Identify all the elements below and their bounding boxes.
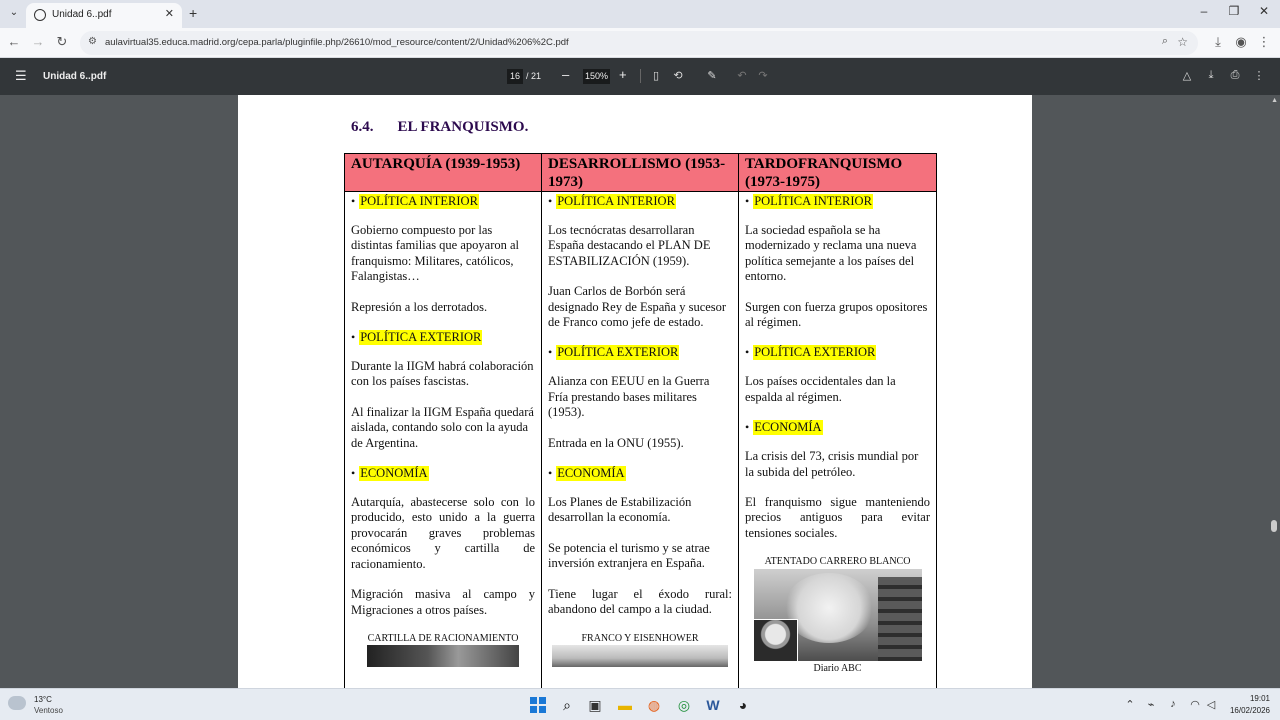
section-label bbox=[351, 330, 535, 345]
back-icon[interactable]: ← bbox=[7, 34, 21, 49]
paragraph: La sociedad española se ha modernizado y reclama una nueva política semejante a los países del entorno. bbox=[745, 223, 917, 284]
zoom-input[interactable]: 150% bbox=[583, 69, 610, 84]
search-icon[interactable]: ⌕ bbox=[563, 697, 571, 713]
weather-desc[interactable]: Ventoso bbox=[34, 706, 63, 715]
wifi-icon[interactable]: ◠ bbox=[1190, 699, 1200, 711]
pdf-download-icon[interactable]: ⤓ bbox=[1208, 69, 1214, 81]
page-total: / 21 bbox=[526, 71, 542, 81]
paragraph: Represión a los derrotados. bbox=[351, 299, 488, 314]
forward-icon[interactable]: → bbox=[31, 34, 45, 49]
window-close-icon[interactable]: ✕ bbox=[1258, 4, 1270, 18]
tab-close-icon[interactable]: ✕ bbox=[164, 8, 174, 20]
col-tardofranquismo bbox=[739, 192, 937, 689]
section-label bbox=[548, 466, 732, 481]
col-desarrollismo bbox=[542, 192, 739, 689]
bookmark-star-icon[interactable]: ☆ bbox=[1177, 35, 1188, 49]
taskbar bbox=[0, 688, 1280, 720]
paragraph: Entrada en la ONU (1955). bbox=[548, 435, 684, 450]
paragraph: Gobierno compuesto por las distintas familias que apoyaron al franquismo: Militares, católicos, Falangistas… bbox=[351, 223, 520, 284]
maximize-icon[interactable]: ❐ bbox=[1228, 4, 1240, 18]
tray-chevron-icon[interactable]: ⌃ bbox=[1125, 699, 1135, 711]
scroll-up-icon[interactable]: ▲ bbox=[1271, 97, 1278, 104]
paragraph: Durante la IIGM habrá colaboración con los países fascistas. bbox=[351, 359, 534, 389]
pdf-more-icon[interactable]: ⋮ bbox=[1253, 70, 1265, 82]
browser-menu-icon[interactable]: ⋮ bbox=[1257, 34, 1271, 49]
profile-icon[interactable]: ◉ bbox=[1235, 34, 1247, 49]
reload-icon[interactable]: ↻ bbox=[56, 34, 68, 49]
microphone-icon[interactable]: ♪ bbox=[1170, 698, 1176, 710]
image-credit: Diario ABC bbox=[813, 663, 862, 675]
paragraph: La crisis del 73, crisis mundial por la subida del petróleo. bbox=[745, 449, 919, 479]
bullet-icon: • bbox=[745, 194, 750, 208]
paragraph: Autarquía, abastecerse solo con lo producido, esto unido a la guerra provocarán graves problemas económicos y cartilla de racionamiento. bbox=[351, 495, 535, 571]
vertical-scrollbar[interactable] bbox=[1268, 95, 1280, 688]
app-icon[interactable]: ◕ bbox=[738, 697, 748, 713]
undo-icon[interactable]: ↶ bbox=[737, 70, 747, 82]
annotate-icon[interactable]: ✎ bbox=[707, 70, 717, 82]
bullet-icon: • bbox=[351, 466, 356, 481]
section-heading bbox=[351, 119, 528, 136]
paragraph: Los países occidentales dan la espalda al régimen. bbox=[745, 374, 896, 404]
col-header-desarrollismo: DESARROLLISMO (1953-1973) bbox=[542, 154, 739, 192]
page-number-input[interactable]: 16 bbox=[507, 69, 523, 84]
section-label bbox=[351, 466, 535, 481]
bullet-icon: • bbox=[351, 194, 356, 208]
section-label bbox=[745, 420, 930, 435]
tab-search-icon[interactable]: ⌄ bbox=[9, 7, 19, 18]
zoom-icon[interactable]: ⌕ bbox=[1161, 35, 1168, 47]
paragraph: Juan Carlos de Borbón será designado Rey de España y sucesor de Franco como jefe de estado. bbox=[548, 284, 727, 330]
redo-icon[interactable]: ↷ bbox=[758, 70, 768, 82]
paragraph: Migración masiva al campo y Migraciones a otros países. bbox=[351, 587, 535, 617]
paragraph: Al finalizar la IIGM España quedará aislada, contando solo con la ayuda de Argentina. bbox=[351, 404, 534, 450]
carrero-blanco-photo bbox=[754, 569, 922, 661]
weather-icon[interactable] bbox=[8, 696, 26, 710]
bullet-icon: • bbox=[745, 345, 750, 360]
bullet-icon: • bbox=[745, 420, 750, 435]
url-text[interactable]: aulavirtual35.educa.madrid.org/cepa.parla/pluginfile.php/26610/mod_resource/content/2/Unidad%206%2C.pdf bbox=[105, 37, 569, 48]
weather-temp[interactable]: 13°C bbox=[34, 695, 52, 704]
highlighted-label: POLÍTICA EXTERIOR bbox=[360, 330, 482, 345]
highlighted-label: POLÍTICA INTERIOR bbox=[754, 194, 872, 208]
chrome-icon[interactable]: ◎ bbox=[677, 697, 691, 713]
print-icon[interactable]: ⎙ bbox=[1230, 69, 1240, 81]
pdf-page bbox=[238, 95, 1032, 688]
heading-number: 6.4. bbox=[351, 119, 374, 135]
volume-icon[interactable]: ◁ bbox=[1206, 699, 1216, 711]
file-explorer-icon[interactable]: ▬ bbox=[618, 697, 632, 713]
clock-date[interactable]: 16/02/2026 bbox=[1229, 706, 1270, 715]
section-label bbox=[745, 194, 930, 209]
firefox-icon[interactable]: ◍ bbox=[647, 697, 661, 713]
rotate-icon[interactable]: ⟲ bbox=[673, 70, 683, 82]
image-caption: CARTILLA DE RACIONAMIENTO bbox=[367, 632, 519, 644]
pdf-viewer[interactable] bbox=[0, 95, 1280, 688]
portrait-inset bbox=[754, 619, 798, 661]
bullet-icon: • bbox=[351, 330, 356, 345]
section-label bbox=[548, 345, 732, 360]
network-icon[interactable]: ⌁ bbox=[1147, 699, 1155, 711]
franco-eisenhower-photo bbox=[552, 645, 728, 667]
windows-start-icon[interactable] bbox=[530, 697, 546, 713]
image-caption: FRANCO Y EISENHOWER bbox=[581, 632, 699, 644]
paragraph: Se potencia el turismo y se atrae inversión extranjera en España. bbox=[548, 540, 710, 571]
tab-title: Unidad 6..pdf bbox=[52, 9, 112, 20]
col-autarquia bbox=[345, 192, 542, 689]
highlighted-label: POLÍTICA INTERIOR bbox=[557, 194, 675, 208]
save-to-drive-icon[interactable]: △ bbox=[1182, 70, 1192, 82]
zoom-out-button[interactable]: – bbox=[562, 67, 570, 82]
site-info-icon[interactable]: ⚙ bbox=[88, 36, 97, 47]
section-label bbox=[548, 194, 732, 209]
paragraph: Alianza con EEUU en la Guerra Fría prestando bases militares (1953). bbox=[548, 374, 710, 420]
new-tab-icon[interactable]: + bbox=[189, 5, 198, 21]
bullet-icon: • bbox=[548, 466, 553, 481]
zoom-in-button[interactable]: + bbox=[619, 67, 627, 82]
section-label bbox=[745, 345, 930, 360]
browser-tab[interactable] bbox=[26, 3, 182, 28]
franquismo-table bbox=[344, 153, 937, 688]
paragraph: Los Planes de Estabilización desarrollan la economía. bbox=[548, 495, 692, 525]
minimize-icon[interactable]: – bbox=[1200, 4, 1208, 18]
highlighted-label: POLÍTICA EXTERIOR bbox=[754, 345, 876, 360]
section-label bbox=[351, 194, 535, 209]
highlighted-label: ECONOMÍA bbox=[360, 466, 428, 481]
pdf-sidebar-menu-icon[interactable]: ☰ bbox=[15, 68, 27, 83]
pdf-title: Unidad 6..pdf bbox=[43, 71, 107, 82]
bullet-icon: • bbox=[548, 194, 553, 208]
bullet-icon: • bbox=[548, 345, 553, 360]
download-icon[interactable]: ⤓ bbox=[1215, 34, 1221, 49]
address-bar[interactable] bbox=[80, 31, 1198, 55]
highlighted-label: ECONOMÍA bbox=[754, 420, 822, 435]
paragraph: El franquismo sigue manteniendo precios antiguos para evitar tensiones sociales. bbox=[745, 495, 930, 540]
paragraph: Los tecnócratas desarrollaran España destacando el PLAN DE ESTABILIZACIÓN (1959). bbox=[548, 223, 711, 268]
highlighted-label: POLÍTICA EXTERIOR bbox=[557, 345, 679, 360]
browser-tab-bar bbox=[0, 0, 1280, 28]
heading-title: EL FRANQUISMO. bbox=[397, 119, 529, 135]
favicon-icon bbox=[34, 9, 46, 21]
highlighted-label: POLÍTICA INTERIOR bbox=[360, 194, 478, 208]
image-caption: ATENTADO CARRERO BLANCO bbox=[764, 556, 911, 568]
scroll-thumb[interactable] bbox=[1271, 520, 1277, 532]
fit-page-icon[interactable]: ▯ bbox=[652, 70, 660, 82]
browser-toolbar bbox=[0, 28, 1280, 58]
ration-card-photo bbox=[367, 645, 519, 667]
pdf-toolbar bbox=[0, 58, 1280, 95]
col-header-tardofranquismo: TARDOFRANQUISMO (1973-1975) bbox=[739, 154, 937, 192]
highlighted-label: ECONOMÍA bbox=[557, 466, 625, 481]
paragraph: Tiene lugar el éxodo rural: abandono del campo a la ciudad. bbox=[548, 586, 732, 617]
task-view-icon[interactable]: ▣ bbox=[588, 697, 602, 713]
toolbar-divider bbox=[640, 69, 641, 83]
clock-time[interactable]: 19:01 bbox=[1249, 694, 1270, 703]
word-icon[interactable]: W bbox=[706, 697, 720, 713]
paragraph: Surgen con fuerza grupos opositores al régimen. bbox=[745, 299, 928, 330]
col-header-autarquia: AUTARQUÍA (1939-1953) bbox=[345, 154, 542, 192]
